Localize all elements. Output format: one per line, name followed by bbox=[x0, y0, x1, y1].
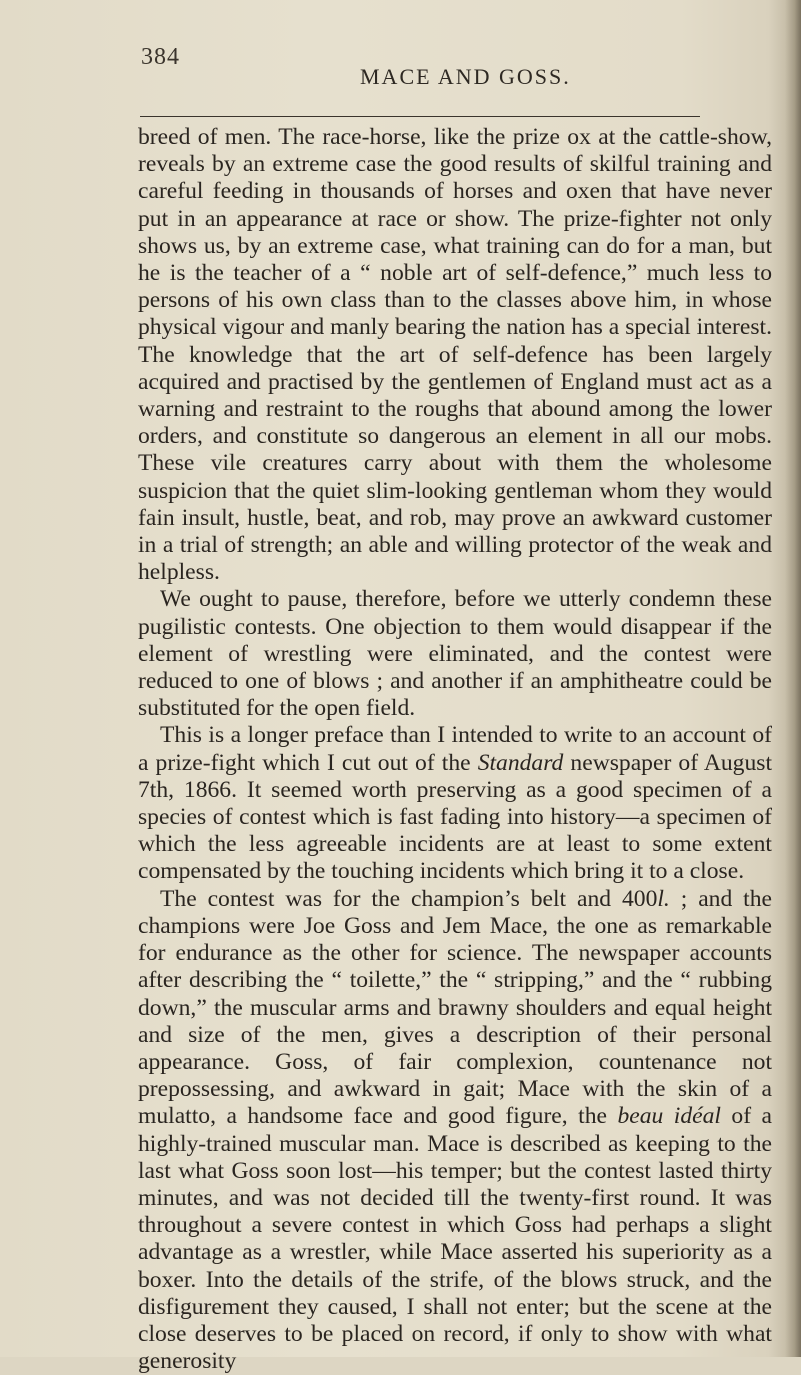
beau-ideal-phrase: beau idéal bbox=[617, 1103, 721, 1130]
body-text bbox=[138, 124, 772, 1375]
newspaper-title: Standard bbox=[477, 749, 564, 776]
page-edge-shadow bbox=[785, 0, 801, 1357]
running-head-title: MACE AND GOSS. bbox=[360, 64, 571, 89]
pound-abbreviation: l. bbox=[657, 885, 670, 912]
paragraph-4-text-b: ; and the champions were Joe Goss and Jem Mace, the one as remarkable for endurance as the other for science. The newspaper accounts after describing the “ toilette,” the “ stripping,” and the “ rubbing down,” the muscular arms and brawny shoulders and equal height and size of the men, gives a description of their personal appearance. Goss, of fair complexion, countenance not prepossessing, and awkward in gait; Mace with the skin of a mulatto, a handsome face and good figure, the bbox=[138, 885, 772, 1130]
paragraph-3-text-a: This is a longer preface than I intended to write to an account of a prize-fight which I cut out of the bbox=[138, 722, 772, 776]
paragraph-4 bbox=[138, 886, 772, 1375]
paragraph-1: breed of men. The race-horse, like the prize ox at the cattle-show, reveals by an extreme case the good results of skilful training and careful feeding in thousands of horses and oxen that have never put in an appearance at race or show. The prize-fighter not only shows us, by an extreme case, what training can do for a man, but he is the teacher of a “ noble art of self-defence,” much less to persons of his own class than to the classes above him, in whose physical vigour and manly bearing the nation has a special interest. The knowledge that the art of self-defence has been largely acquired and practised by the gentlemen of England must act as a warning and restraint to the roughs that abound among the lower orders, and constitute so dangerous an element in all our mobs. These vile creatures carry about with them the wholesome suspicion that the quiet slim-looking gentleman whom they would fain insult, hustle, beat, and rob, may prove an awkward customer in a trial of strength; an able and willing protector of the weak and helpless. bbox=[138, 124, 772, 586]
paragraph-3 bbox=[138, 722, 772, 885]
page-number: 384 bbox=[141, 44, 180, 70]
paragraph-2: We ought to pause, therefore, before we utterly condemn these pugilistic contests. One objection to them would disappear if the element of wrestling were eliminated, and the contest were reduced to one of blows ; and another if an amphitheatre could be substituted for the open field. bbox=[138, 586, 772, 722]
header-rule bbox=[140, 116, 700, 117]
paragraph-4-text-c: of a highly-trained muscular man. Mace is described as keeping to the last what Goss soon lost—his temper; but the contest lasted thirty minutes, and was not decided till the twenty-first round. It was throughout a severe contest in which Goss had perhaps a slight advantage as a wrestler, while Mace asserted his superiority as a boxer. Into the details of the strife, of the blows struck, and the disfigurement they caused, I shall not enter; but the scene at the close deserves to be placed on record, if only to show with what generosity bbox=[138, 1103, 773, 1375]
paragraph-4-text-a: The contest was for the champion’s belt and 400 bbox=[160, 885, 658, 912]
paragraph-3-text-b: newspaper of August 7th, 1866. It seemed worth preserving as a good specimen of a species of contest which is fast fading into history—a specimen of which the less agreeable incidents are at least to some extent compensated by the touching incidents which bring it to a close. bbox=[138, 749, 772, 885]
